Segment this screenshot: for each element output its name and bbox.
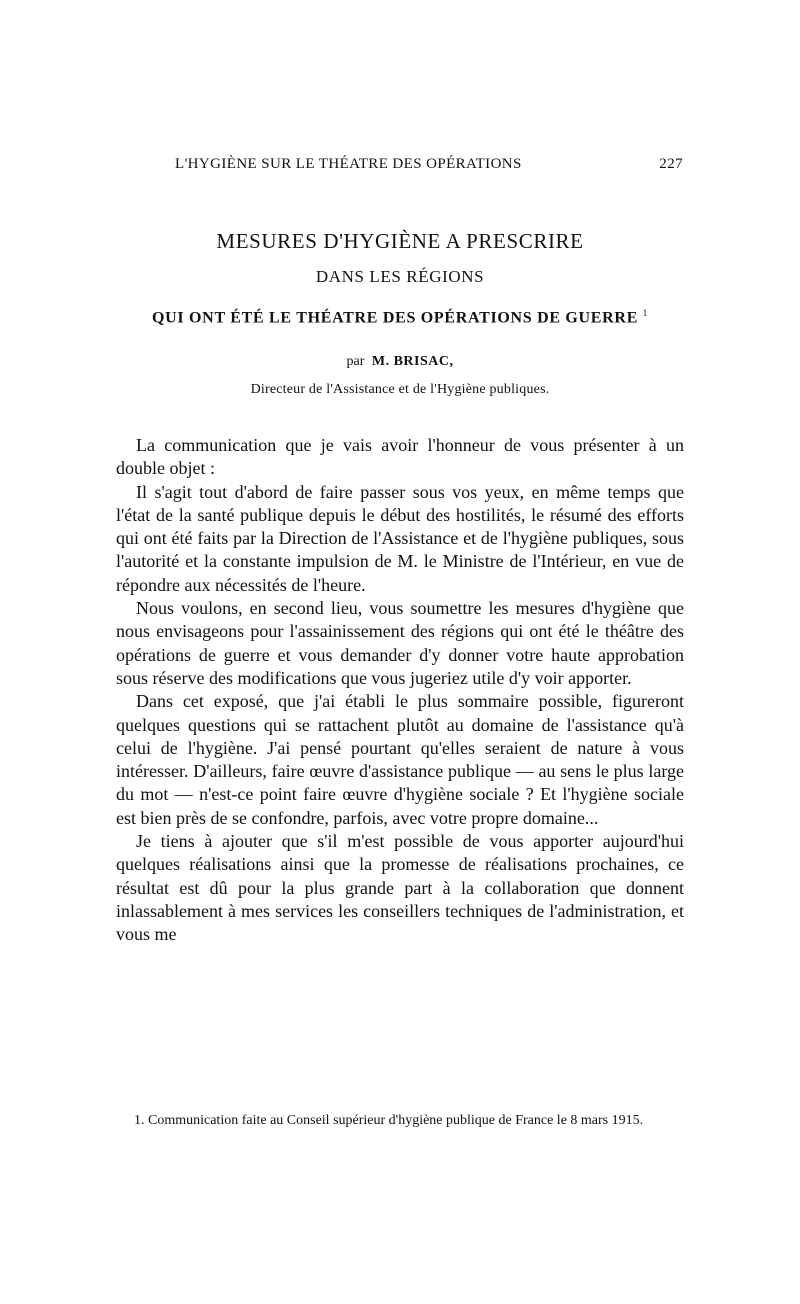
paragraph: Je tiens à ajouter que s'il m'est possible de vous apporter aujourd'hui quelques réalisations ainsi que la promesse de réalisations prochaines, ce résultat est dû pour la plus grande part à la collaboration que donnent inlassablement à mes services les conseillers techniques de l'administration, et vous me <box>116 831 684 945</box>
page-number: 227 <box>659 156 683 172</box>
running-head-title: L'HYGIÈNE SUR LE THÉATRE DES OPÉRATIONS <box>175 156 522 172</box>
title-line-3 <box>110 302 690 329</box>
footnote-marker: 1 <box>642 308 648 318</box>
body-text <box>116 434 684 947</box>
paragraph: La communication que je vais avoir l'honneur de vous présenter à un double objet : <box>116 435 684 479</box>
author-affiliation: Directeur de l'Assistance et de l'Hygiène publiques. <box>250 382 550 397</box>
byline <box>110 354 690 370</box>
title-line-2: DANS LES RÉGIONS <box>315 267 485 286</box>
paragraph: Dans cet exposé, que j'ai établi le plus sommaire possible, figureront quelques questions qui se rattachent plutôt au domaine de l'assistance qu'à celui de l'hygiène. J'ai pensé pourtant qu'elles seraient de nature à vous intéresser. D'ailleurs, faire œuvre d'assistance publique — au sens le plus large du mot — n'est-ce point faire œuvre d'hygiène sociale ? Et l'hygiène sociale est bien près de se confondre, parfois, avec votre propre domaine... <box>116 691 684 828</box>
footnotes <box>116 1112 684 1130</box>
footnote: 1. Communication faite au Conseil supérieur d'hygiène publique de France le 8 mars 1915. <box>134 1113 644 1128</box>
title-line-3-text: QUI ONT ÉTÉ LE THÉATRE DES OPÉRATIONS DE GUERRE <box>152 309 639 327</box>
article-title <box>110 228 690 329</box>
author-name: M. BRISAC, <box>371 354 454 369</box>
paragraph: Nous voulons, en second lieu, vous soumettre les mesures d'hygiène que nous envisageons pour l'assainissement des régions qui ont été le théâtre des opérations de guerre et vous demander d'y donner votre haute approbation sous réserve des modifications que vous jugeriez utile d'y voir apporter. <box>116 598 684 688</box>
byline-prefix: par <box>346 354 365 369</box>
title-line-1: MESURES D'HYGIÈNE A PRESCRIRE <box>216 229 584 253</box>
paragraph: Il s'agit tout d'abord de faire passer sous vos yeux, en même temps que l'état de la santé publique depuis le début des hostilités, le résumé des efforts qui ont été faits par la Direction de l'Assistance et de l'hygiène publiques, sous l'autorité et la constante impulsion de M. le Ministre de l'Intérieur, en vue de répondre aux nécessités de l'heure. <box>116 481 684 595</box>
